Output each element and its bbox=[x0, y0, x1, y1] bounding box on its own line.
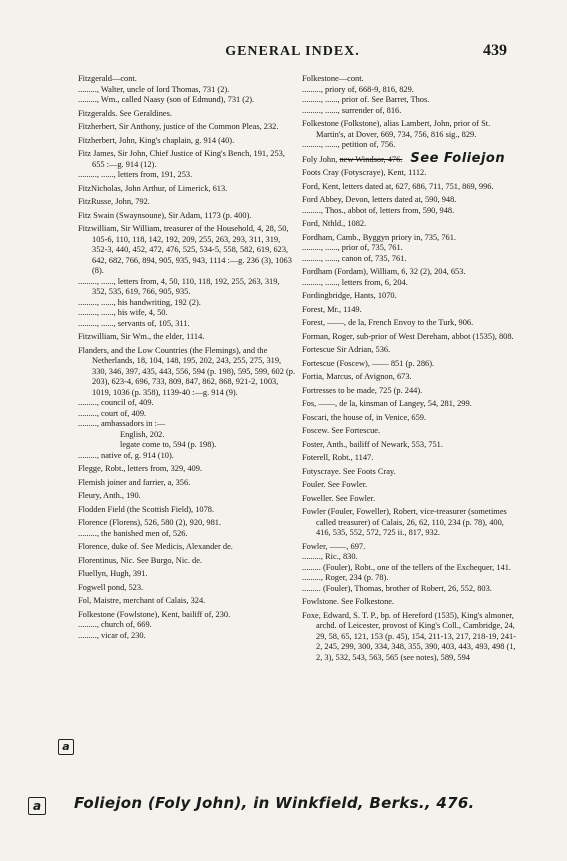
index-entry: ........., vicar of, 230. bbox=[78, 630, 146, 640]
index-entry: Fitzwilliam, Sir Wm., the elder, 1114. bbox=[78, 332, 205, 341]
index-entry: Forest, Mr., 1149. bbox=[302, 304, 362, 314]
index-entry: Fortescue (Foscew), —— 851 (p. 286). bbox=[302, 358, 435, 368]
index-entry: FitzNicholas, John Arthur, of Limerick, 613. bbox=[78, 183, 228, 193]
page-title: GENERAL INDEX. bbox=[225, 44, 360, 59]
index-entry: Fowler (Fouler, Foweller), Robert, vice-treasurer (sometimes called treasurer) of Calais, 26, 62, 110, 234 (p. 78), 400, 416, 535, 552, 572, 725 ii., 817, 932. bbox=[302, 507, 507, 537]
index-entry: ........., ......, his wife, 4, 50. bbox=[78, 308, 168, 317]
index-entry: Forman, Roger, sub-prior of West Dereham, abbot (1535), 808. bbox=[302, 331, 514, 341]
index-entry: ........., ......, prior of. See Barret, Thos. bbox=[302, 95, 430, 104]
index-entry: ........., ......, surrender of, 816. bbox=[302, 105, 402, 115]
index-entry: Fogwell pond, 523. bbox=[78, 582, 144, 592]
index-entry: Fitz Swain (Swaynsoune), Sir Adam, 1173 (p. 400). bbox=[78, 210, 252, 220]
struck-text: new Windsor, 476. bbox=[339, 154, 403, 164]
index-entry: Folkestone (Folkstone), alias Lambert, John, prior of St. Martin's, at Dover, 669, 734, 756, 816 sig., 829. bbox=[302, 119, 491, 139]
index-entry: ........., ambassadors in :— bbox=[78, 419, 166, 428]
index-entry: Fitzherbert, Sir Anthony, justice of the Common Pleas, 232. bbox=[78, 122, 279, 131]
index-entry: Ford Abbey, Devon, letters dated at, 590, 948. bbox=[302, 195, 457, 204]
index-entry: Florence, duke of. See Medicis, Alexander de. bbox=[78, 542, 233, 551]
index-entry: Foster, Anth., bailiff of Newark, 553, 751. bbox=[302, 439, 443, 449]
index-entry: Foscari, the house of, in Venice, 659. bbox=[302, 412, 427, 422]
footnote-marker-a: a bbox=[28, 797, 46, 815]
handwritten-footnote bbox=[52, 794, 475, 812]
index-entry: ........., priory of, 668-9, 816, 829. bbox=[302, 84, 414, 94]
index-entry: Florentinus, Nic. See Burgo, Nic. de. bbox=[78, 555, 203, 565]
index-entry: Fitzgerald—cont. bbox=[78, 74, 137, 83]
index-entry: Forest, ——, de la, French Envoy to the Turk, 906. bbox=[302, 318, 474, 327]
index-entry: ........., ......, letters from, 6, 204. bbox=[302, 277, 408, 287]
index-entry: Foly John, new Windsor, 476. See Foliejon bbox=[302, 150, 506, 166]
index-entry: Fitzherbert, John, King's chaplain, g. 914 (40). bbox=[78, 135, 235, 145]
index-entry: Foots Cray (Fotyscraye), Kent, 1112. bbox=[302, 168, 427, 177]
index-entry: ........., ......, letters from, 4, 50, 110, 118, 192, 255, 263, 319, 352, 535, 619, 766, 905, 935. bbox=[78, 276, 280, 296]
index-entry: ........., court of, 409. bbox=[78, 408, 147, 418]
index-entry: ........., ......, prior of, 735, 761. bbox=[302, 243, 403, 252]
left-column bbox=[78, 74, 296, 641]
index-entry: Fordham, Camb., Byggyn priory in, 735, 761. bbox=[302, 232, 457, 242]
index-entry: Fortresses to be made, 725 (p. 244). bbox=[302, 385, 423, 395]
index-entry: Fitz James, Sir John, Chief Justice of King's Bench, 191, 253, 655 :—g. 914 (12). bbox=[78, 149, 285, 169]
index-entry: Foweller. See Fowler. bbox=[302, 493, 376, 503]
index-entry: ........., Ric., 830. bbox=[302, 552, 358, 561]
index-entry: Fol, Maistre, merchant of Calais, 324. bbox=[78, 596, 206, 605]
page-header bbox=[78, 44, 507, 64]
index-entry: Fortescue Sir Adrian, 536. bbox=[302, 345, 391, 354]
index-entry: ........., Thos., abbot of, letters from, 590, 948. bbox=[302, 205, 455, 215]
index-entry: Flodden Field (the Scottish Field), 1078. bbox=[78, 504, 215, 514]
index-entry: ........., the banished men of, 526. bbox=[78, 528, 188, 538]
index-entry: Fitzwilliam, Sir William, treasurer of the Household, 4, 28, 50, 105-6, 110, 118, 142, 192, 209, 255, 263, 293, 311, 319, 352-3, 440, 452, 472, 476, 525, 534-5, 558, 582, 619, 623, 642, 682, 766, 894, 905, 935, 943, 1114 :—g. 236 (3), 1063 (8). bbox=[78, 224, 292, 275]
index-entry: Foterell, Robt., 1147. bbox=[302, 453, 374, 462]
index-entry: Fitzgeralds. See Geraldines. bbox=[78, 108, 172, 118]
index-entry: English, 202. bbox=[120, 429, 165, 439]
index-entry: ......... (Fouler), Thomas, brother of Robert, 26, 552, 803. bbox=[302, 583, 492, 593]
index-entry: Flegge, Robt., letters from, 329, 409. bbox=[78, 464, 202, 473]
index-entry: Fleury, Anth., 190. bbox=[78, 491, 141, 500]
index-entry: Flanders, and the Low Countries (the Flemings), and the Netherlands, 18, 104, 148, 195, 202, 243, 255, 275, 319, 330, 346, 397, 435, 443, 556, 594 (p. 198), 595, 599, 602 (p. 203), 623-4, 696, 733, 809, 847, 862, 868, 921-2, 1003, 1019, 1036 (p. 358), 1139-40 :—g. 914 (9). bbox=[78, 345, 296, 397]
index-entry: Fos, ——, de la, kinsman of Langey, 54, 281, 299. bbox=[302, 399, 472, 408]
index-entry: legate come to, 594 (p. 198). bbox=[120, 440, 217, 449]
index-entry: ........., ......, letters from, 191, 253. bbox=[78, 170, 193, 179]
index-entry: Ford, Kent, letters dated at, 627, 686, 711, 751, 869, 996. bbox=[302, 181, 494, 191]
page-number: 439 bbox=[483, 42, 507, 59]
index-entry: ........., council of, 409. bbox=[78, 398, 154, 407]
index-entry: ........., ......, his handwriting, 192 (2). bbox=[78, 297, 201, 307]
index-entry: Folkestone—cont. bbox=[302, 74, 364, 83]
index-entry: ........., ......, servants of, 105, 311. bbox=[78, 318, 190, 328]
index-entry: Foxe, Edward, S. T. P., bp. of Hereford (1535), King's almoner, archd. of Leicester, provost of King's Coll., Cambridge, 24, 29, 58, 65, 121, 153 (p. 45), 154, 211-13, 217, 218-19, 241-2, 245, 299, 300, 334, 348, 355, 390, 403, 443, 493, 498 (1, 2, 3), 532, 543, 563, 565 (see notes), 589, 594 bbox=[302, 610, 516, 662]
index-entry: Ford, Nthld., 1082. bbox=[302, 219, 367, 228]
index-entry: FitzRusse, John, 792. bbox=[78, 197, 150, 206]
index-entry: ........., ......, canon of, 735, 761. bbox=[302, 253, 407, 263]
index-entry: Fordham (Fordam), William, 6, 32 (2), 204, 653. bbox=[302, 267, 466, 276]
index-entry: Fouler. See Fowler. bbox=[302, 480, 368, 489]
annotation-marker-a: a bbox=[58, 739, 74, 755]
index-entry: Flemish joiner and farrier, a, 356. bbox=[78, 477, 191, 487]
index-entry: Florence (Florens), 526, 580 (2), 920, 981. bbox=[78, 518, 222, 527]
right-column bbox=[302, 74, 520, 663]
index-entry: Fluellyn, Hugh, 391. bbox=[78, 569, 148, 578]
index-entry: ........., Walter, uncle of lord Thomas, 731 (2). bbox=[78, 84, 230, 94]
index-entry: Fowlstone. See Folkestone. bbox=[302, 597, 395, 606]
index-entry: Fowler, ——, 697. bbox=[302, 541, 366, 551]
index-entry: ........., Roger, 234 (p. 78). bbox=[302, 573, 389, 582]
index-entry: Foscew. See Fortescue. bbox=[302, 426, 381, 435]
index-entry: ......... (Fouler), Robt., one of the tellers of the Exchequer, 141. bbox=[302, 562, 511, 572]
index-entry: Folkestone (Fowlstone), Kent, bailiff of, 230. bbox=[78, 609, 231, 619]
handwritten-note: See Foliejon bbox=[410, 150, 506, 166]
footnote-text: Foliejon (Foly John), in Winkfield, Berks., 476. bbox=[74, 794, 475, 812]
index-entry: ........., church of, 669. bbox=[78, 620, 152, 629]
index-entry: ........., Wm., called Naasy (son of Edmund), 731 (2). bbox=[78, 95, 255, 104]
index-entry: ........., ......, petition of, 756. bbox=[302, 140, 396, 149]
index-entry: Fordingbridge, Hants, 1070. bbox=[302, 291, 397, 300]
index-entry: Fortia, Marcus, of Avignon, 673. bbox=[302, 372, 412, 381]
index-entry: ........., native of, g. 914 (10). bbox=[78, 450, 174, 460]
index-entry: Fotyscraye. See Foots Cray. bbox=[302, 466, 396, 476]
